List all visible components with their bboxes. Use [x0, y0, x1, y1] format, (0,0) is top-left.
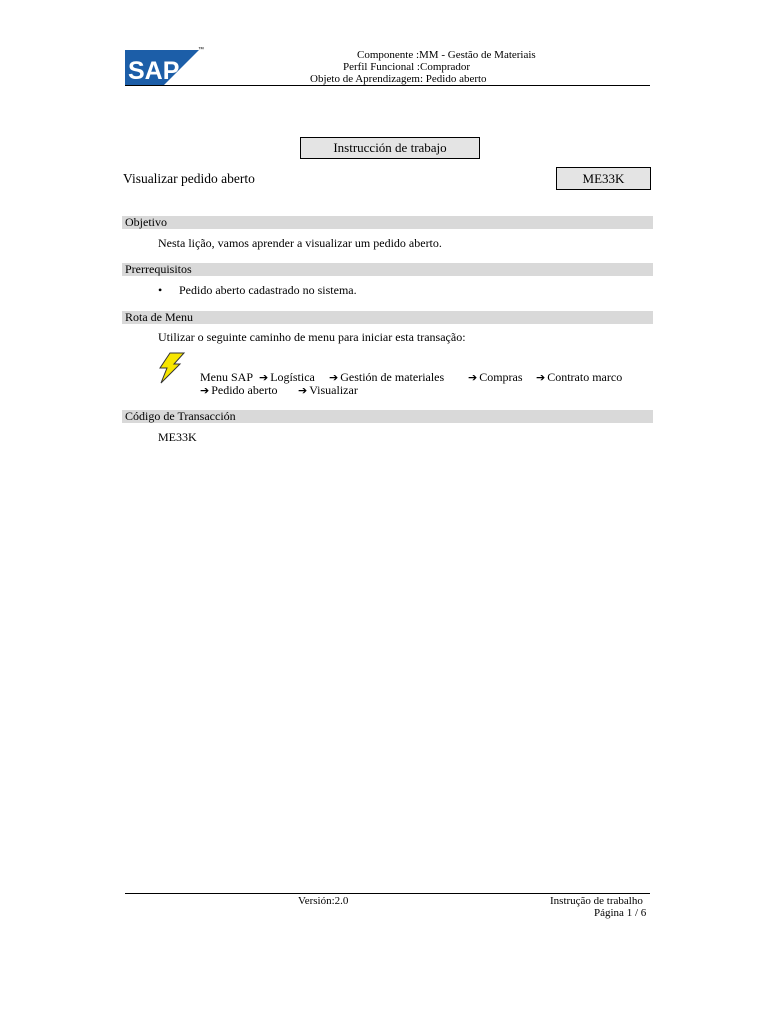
- menu-path-step: Contrato marco: [547, 370, 623, 384]
- trademark-mark: ™: [198, 47, 204, 53]
- svg-text:SAP: SAP: [128, 57, 180, 85]
- arrow-right-icon: ➔: [468, 371, 478, 384]
- doc-type-box: Instrucción de trabajo: [300, 137, 480, 159]
- section-prerrequisitos-heading: Prerrequisitos: [122, 263, 653, 276]
- arrow-right-icon: ➔: [259, 371, 269, 384]
- menu-path-step-wrap: [200, 383, 278, 398]
- section-rota-heading: Rota de Menu: [122, 311, 653, 324]
- header-component: Componente :MM - Gestão de Materiais: [357, 49, 536, 61]
- menu-path-step: Pedido aberto: [211, 383, 278, 397]
- transaction-code: ME33K: [158, 430, 197, 444]
- lightning-icon: [156, 352, 186, 384]
- footer-divider: [125, 893, 650, 894]
- footer-version: Versión:2.0: [298, 895, 349, 907]
- section-objetivo-heading: Objetivo: [122, 216, 653, 229]
- arrow-right-icon: ➔: [536, 371, 546, 384]
- objetivo-text: Nesta lição, vamos aprender a visualizar um pedido aberto.: [158, 236, 442, 250]
- menu-path-step: Visualizar: [309, 383, 358, 397]
- arrow-right-icon: ➔: [200, 384, 210, 397]
- footer-doc-type: Instrução de trabalho: [550, 895, 643, 907]
- transaction-box: ME33K: [556, 167, 651, 190]
- menu-path-step-wrap: [536, 370, 622, 385]
- menu-path-step-wrap: [298, 383, 358, 398]
- header-divider: [125, 85, 650, 86]
- arrow-right-icon: ➔: [329, 371, 339, 384]
- menu-path-line-1: [200, 370, 253, 384]
- header-objective: Objeto de Aprendizagem: Pedido aberto: [310, 73, 487, 85]
- footer-page-number: Página 1 / 6: [594, 907, 647, 919]
- menu-path-step: Logística: [270, 370, 315, 384]
- bullet-icon: •: [158, 283, 163, 297]
- section-codigo-heading: Código de Transacción: [122, 410, 653, 423]
- header-profile: Perfil Funcional :Comprador: [343, 61, 471, 73]
- menu-path-step: Gestión de materiales: [340, 370, 445, 384]
- menu-path-step: Menu SAP: [200, 370, 254, 384]
- menu-path-step-wrap: [468, 370, 523, 385]
- rota-intro: Utilizar o seguinte caminho de menu para iniciar esta transação:: [158, 330, 466, 344]
- doc-title: Visualizar pedido aberto: [123, 171, 255, 186]
- menu-path-step: Compras: [479, 370, 523, 384]
- sap-logo: [125, 47, 205, 86]
- prerequisite-item: Pedido aberto cadastrado no sistema.: [179, 283, 357, 297]
- arrow-right-icon: ➔: [298, 384, 308, 397]
